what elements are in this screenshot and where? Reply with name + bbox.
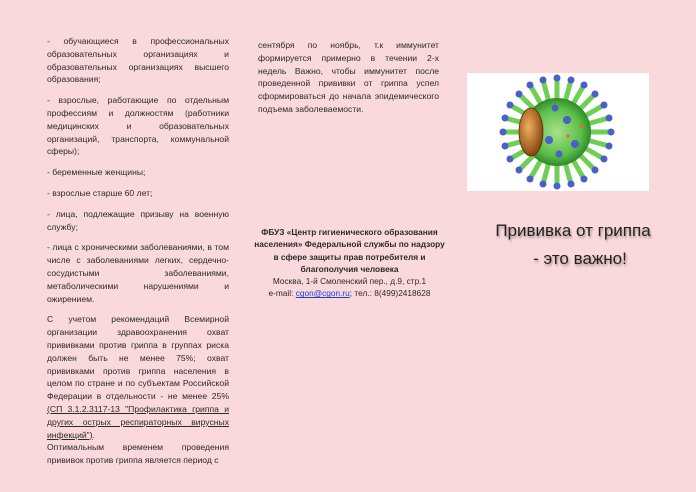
- influenza-virus-icon: [467, 73, 649, 191]
- sp-regulation-link[interactable]: (СП 3.1.2.3117-13 "Профилактика гриппа и других острых респираторных вирусных инфекций"): [47, 403, 229, 440]
- email-link[interactable]: cgon@cgon.ru: [295, 288, 350, 299]
- middle-column: [258, 39, 439, 124]
- risk-group-chronic: - лица с хроническими заболеваниями, в том числе с заболеваниями легких, сердечно-сосудистыми заболеваниями, метаболическими нарушениями и ожирением.: [47, 242, 229, 304]
- risk-group-conscripts: - лица, подлежащие призыву на военную службу;: [47, 208, 229, 232]
- risk-group-students: - обучающиеся в профессиональных образовательных организациях и образовательных организациях высшего образования;: [47, 36, 229, 85]
- who-recommendation-paragraph: [47, 313, 229, 441]
- who-text-end: .: [92, 429, 95, 440]
- optimal-time-paragraph: Оптимальным временем проведения прививок против гриппа является период с: [47, 442, 229, 466]
- immunity-paragraph: сентября по ноябрь, т.к иммунитет формируется примерно в течении 2-х недель Важно, чтобы иммунитет после проведенной прививки от гриппа успел сформироваться до начала эпидемического подъема заболеваемости.: [258, 40, 439, 114]
- virus-image: [467, 73, 649, 191]
- phone-text: ; тел.: 8(499)2418628: [349, 288, 431, 299]
- headline-line-1: Прививка от гриппа: [495, 221, 651, 240]
- who-text: С учетом рекомендаций Всемирной организации здравоохранения охват прививками против гриппа в группах риска должен быть не менее 75%; охват прививками против гриппа населения в целом по стране и по субъектам Российской Федерации в отдельности - не менее 25%: [47, 314, 229, 402]
- left-column: [47, 35, 229, 475]
- headline-line-2: - это важно!: [533, 249, 627, 268]
- risk-group-elderly: - взрослые старше 60 лет;: [47, 187, 153, 198]
- organization-contacts: [252, 287, 447, 299]
- organization-address: Москва, 1-й Смоленский пер., д.9, стр.1: [272, 276, 427, 287]
- risk-group-pregnant: - беременные женщины;: [47, 167, 146, 178]
- risk-group-workers: - взрослые, работающие по отдельным профессиям и должностям (работники медицинских и образовательных организаций, транспорта, коммунальной сферы);: [47, 95, 229, 157]
- organization-contact-block: [252, 226, 447, 300]
- email-label: e-mail:: [268, 288, 296, 299]
- organization-name: ФБУЗ «Центр гигиенического образования населения» Федеральной службы по надзору в сфере защиты прав потребителя и благополучия человека: [254, 227, 445, 274]
